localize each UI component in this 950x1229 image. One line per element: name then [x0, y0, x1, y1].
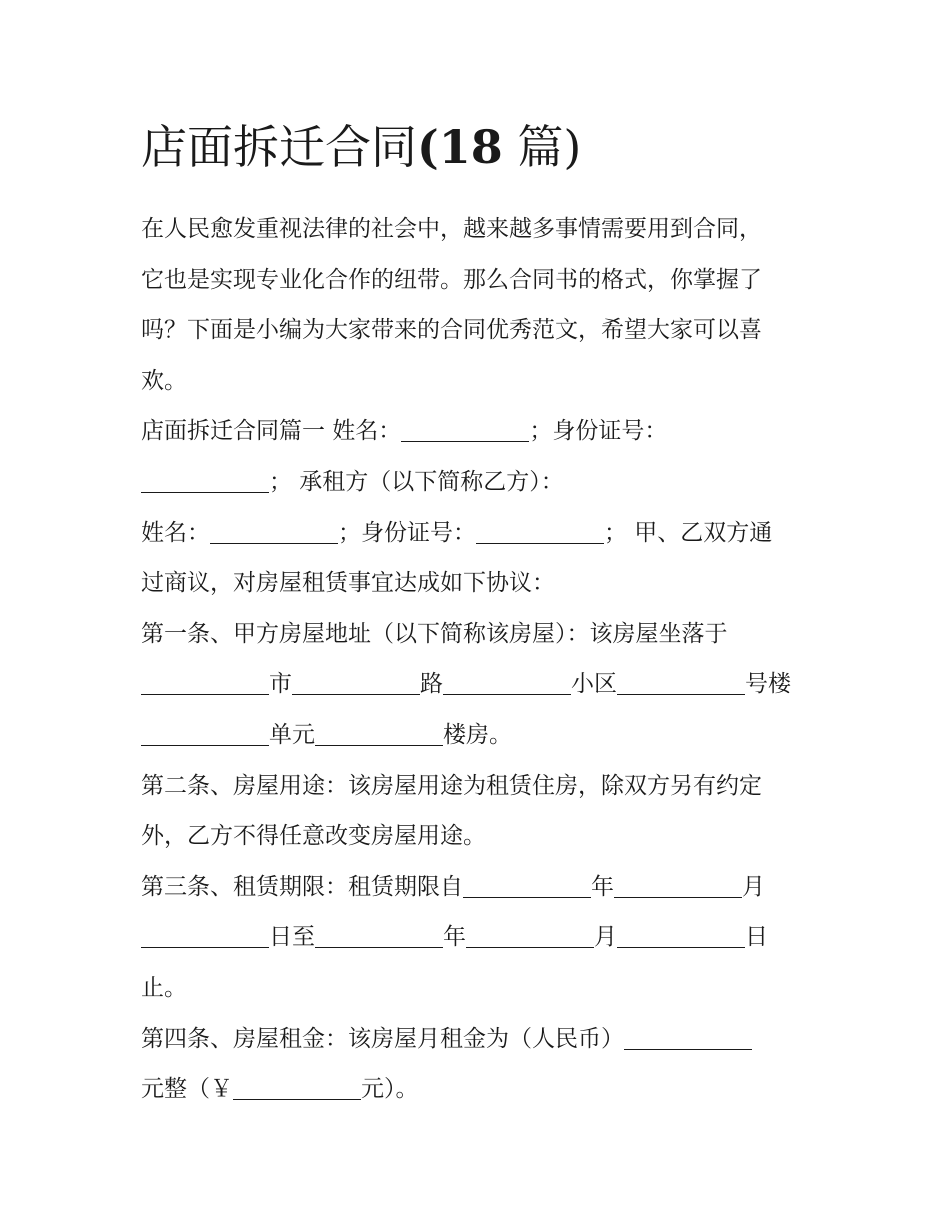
- start-month-blank[interactable]: [614, 874, 742, 898]
- article-three-line-3: 止。: [141, 974, 187, 1001]
- document-page: [141, 112, 821, 1115]
- rent-amount-blank[interactable]: [233, 1076, 361, 1100]
- start-day-blank[interactable]: [141, 924, 269, 948]
- intro-line-4: 欢。: [141, 367, 187, 394]
- article-four-line-1: 第四条、房屋租金：该房屋月租金为（人民币）: [141, 1014, 821, 1065]
- start-year-blank[interactable]: [463, 874, 591, 898]
- intro-line-1: 在人民愈发重视法律的社会中，越来越多事情需要用到合同，: [141, 216, 762, 242]
- lessee-name-blank[interactable]: [210, 520, 338, 544]
- title-unit: 篇): [502, 120, 582, 174]
- unit-line: 单元 楼房。: [141, 710, 821, 761]
- end-year-blank[interactable]: [315, 924, 443, 948]
- article-two-line-2: 外，乙方不得任意改变房屋用途。: [141, 823, 486, 850]
- unit-blank[interactable]: [141, 722, 269, 746]
- floor-blank[interactable]: [315, 722, 443, 746]
- lessee-id-blank[interactable]: [476, 520, 604, 544]
- community-blank[interactable]: [443, 671, 571, 695]
- section-one-heading: 店面拆迁合同篇一 姓名： ；身份证号：: [141, 418, 668, 445]
- intro-line-3: 吗？下面是小编为大家带来的合同优秀范文，希望大家可以喜: [141, 317, 762, 344]
- title-count: (18: [417, 120, 503, 174]
- page-title: [141, 112, 821, 182]
- article-three-line-2: 日至 年 月 日: [141, 912, 821, 963]
- name-blank[interactable]: [401, 418, 529, 442]
- address-line: 市 路 小区 号楼: [141, 659, 821, 710]
- end-day-blank[interactable]: [617, 924, 745, 948]
- article-one: 第一条、甲方房屋地址（以下简称该房屋）：该房屋坐落于: [141, 620, 728, 647]
- article-four-line-2: 元整（￥ 元）。: [141, 1076, 419, 1103]
- intro-line-2: 它也是实现专业化合作的纽带。那么合同书的格式，你掌握了: [141, 266, 762, 293]
- city-blank[interactable]: [141, 671, 269, 695]
- article-three-line-1: 第三条、租赁期限：租赁期限自 年 月: [141, 873, 765, 900]
- lessee-info-line: 姓名： ；身份证号： ； 甲、乙双方通: [141, 519, 773, 546]
- end-month-blank[interactable]: [466, 924, 594, 948]
- id-number-blank[interactable]: [141, 469, 269, 493]
- agreement-line: 过商议，对房屋租赁事宜达成如下协议：: [141, 570, 555, 597]
- lessee-line: ； 承租方（以下简称乙方）：: [141, 457, 821, 508]
- title-text: 店面拆迁合同: [141, 120, 417, 174]
- article-two-line-1: 第二条、房屋用途：该房屋用途为租赁住房，除双方另有约定: [141, 772, 762, 799]
- building-blank[interactable]: [617, 671, 745, 695]
- rent-rmb-blank[interactable]: [624, 1026, 752, 1050]
- road-blank[interactable]: [292, 671, 420, 695]
